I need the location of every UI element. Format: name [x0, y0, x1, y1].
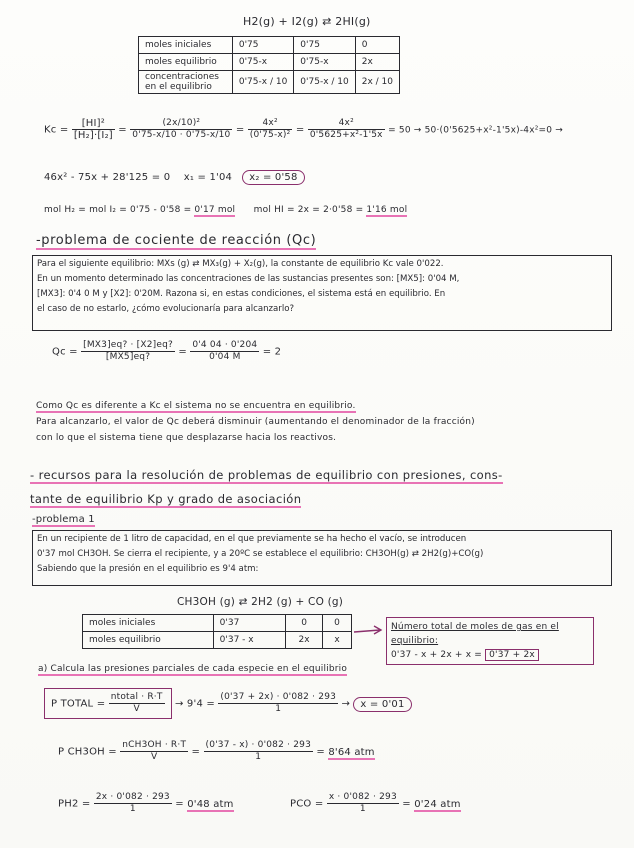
- problem-label: [32, 514, 95, 525]
- table-cell: 0'75-x: [232, 54, 293, 71]
- ptotal-line: P TOTAL = $\frac{\text{ntotal · R·T}}{V}$ → 9'4 = $\frac{(0'37 + 2x) \cdot 0'082 \cdot 293}{1}$ → x = 0'01: [44, 688, 412, 719]
- problem-line: Para el siguiente equilibrio: MXs (g) ⇄ MX₃(g) + X₂(g), la constante de equilibrio Kc vale 0'022.: [37, 259, 444, 269]
- table-row: [83, 632, 352, 649]
- pch3oh-result: 8'64 atm: [328, 746, 375, 758]
- ptotal-num: ntotal · R·T: [110, 692, 163, 702]
- conclusion-line: Como Qc es diferente a Kc el sistema no se encuentra en equilibrio.: [36, 401, 356, 411]
- problem-box-kp: [32, 530, 612, 586]
- table-cell: concentraciones en el equilibrio: [139, 71, 233, 94]
- table-row: [83, 615, 352, 632]
- kc-frac3-num: 4x²: [248, 118, 293, 130]
- problem-line: Sabiendo que la presión en el equilibrio es 9'4 atm:: [37, 564, 259, 574]
- ph2-result: 0'48 atm: [187, 798, 234, 810]
- ph2-num: 2x · 0'082 · 293: [95, 792, 170, 802]
- problem-line: En un momento determinado las concentraciones de las sustancias presentes son: [MX5]: 0'04 M,: [37, 274, 460, 284]
- section-title-kp: [30, 463, 503, 511]
- qc-num2: 0'4 04 · 0'204: [192, 340, 258, 350]
- table-cell: 0'75-x / 10: [232, 71, 293, 94]
- qc-label: Qc =: [52, 346, 78, 358]
- note-result-boxed: 0'37 + 2x: [485, 649, 539, 661]
- pch3oh-line: P CH3OH = $\frac{\text{nCH3OH · R·T}}{V}$ = $\frac{(0'37 - x) \cdot 0'082 \cdot 293}{1}$ = 8'64 atm: [58, 740, 375, 762]
- pch3oh-den2: 1: [255, 752, 262, 762]
- kc-frac2-num: (2x/10)²: [130, 118, 232, 130]
- kc-frac4-num: 4x²: [308, 118, 385, 130]
- table-equilibrium-h2-i2: [138, 36, 400, 94]
- pch3oh-den: V: [151, 752, 158, 762]
- table-cell: 0: [286, 615, 323, 632]
- part-a: [38, 664, 347, 674]
- arrow-icon: [352, 620, 384, 640]
- pco-num: x · 0'082 · 293: [328, 792, 397, 802]
- table-cell: 0'75-x / 10: [294, 71, 355, 94]
- problem-box-qc: [32, 255, 612, 331]
- table-cell: 0: [323, 615, 352, 632]
- qc-den2: 0'04 M: [209, 352, 241, 362]
- pco-den: 1: [359, 804, 366, 814]
- table-row: [139, 54, 400, 71]
- moles-h2-i2-expr: mol H₂ = mol I₂ = 0'75 - 0'58 =: [44, 205, 195, 215]
- ptotal-label: P TOTAL =: [51, 698, 106, 710]
- table-cell: moles equilibrio: [139, 54, 233, 71]
- section-title-qc: [36, 233, 316, 248]
- kc-frac2-den: 0'75-x/10 · 0'75-x/10: [132, 130, 231, 140]
- kc-frac4-den: 0'5625+x²-1'5x: [309, 130, 383, 140]
- table-row: [139, 71, 400, 94]
- table-cell: 0'37: [213, 615, 285, 632]
- note-box-total-moles: [386, 617, 594, 665]
- table-equilibrium-ch3oh: [82, 614, 352, 649]
- section-title-kp-line2: tante de equilibrio Kp y grado de asociación: [30, 492, 302, 506]
- note-line: Número total de moles de gas en el: [391, 622, 559, 632]
- equation-top: H2(g) + I2(g) ⇄ 2HI(g): [243, 15, 371, 28]
- ptotal-num2: (0'37 + 2x) · 0'082 · 293: [220, 692, 337, 702]
- problem-label-text: -problema 1: [32, 514, 95, 525]
- table-cell: 0'75-x: [294, 54, 355, 71]
- table-cell: 2x: [355, 54, 399, 71]
- table-cell: 0'37 - x: [213, 632, 285, 649]
- part-a-text: a) Calcula las presiones parciales de cada especie en el equilibrio: [38, 664, 348, 674]
- table-cell: moles equilibrio: [83, 632, 214, 649]
- table-cell: moles iniciales: [139, 37, 233, 54]
- ptotal-arrow: → 9'4 =: [174, 698, 215, 710]
- kc-tail: = 50 → 50·(0'5625+x²-1'5x)-4x²=0 →: [388, 125, 564, 136]
- root-x1: x₁ = 1'04: [183, 172, 233, 183]
- ptotal-den2: 1: [275, 704, 282, 714]
- pch3oh-num2: (0'37 - x) · 0'082 · 293: [205, 740, 311, 750]
- ptotal-result-circled: x = 0'01: [353, 697, 411, 712]
- kc-line: Kc = $\frac{\text{[HI]²}}{\text{[H₂]·[I₂]}}$ = $\frac{\text{(2x/10)²}}{0'75-x/10 \cdot 0'75-x/10}$ = $\frac{\text{4x²}}{\text{(0'75-x)²}}$ = $\frac{\text{4x²}}{\text{0'5625+x²-1'5x}}$ = 50 → 50·(0'5625+x²-1'5x)-4x²=0 →: [44, 118, 564, 141]
- qc-result: = 2: [262, 346, 282, 358]
- table-row: [139, 37, 400, 54]
- qc-num: [MX3]eq? · [X2]eq?: [83, 340, 173, 350]
- conclusion-line: Para alcanzarlo, el valor de Qc deberá disminuir (aumentando el denominador de la fracción): [36, 417, 475, 427]
- section-title-qc-text: -problema de cociente de reacción (Qc): [36, 233, 317, 248]
- problem-line: 0'37 mol CH3OH. Se cierra el recipiente, y a 20ºC se establece el equilibrio: CH3OH(g) ⇄ 2H2(g)+CO(g): [37, 549, 484, 559]
- table-cell: moles iniciales: [83, 615, 214, 632]
- conclusion-line: con lo que el sistema tiene que desplazarse hacia los reactivos.: [36, 433, 337, 443]
- table-cell: 0'75: [232, 37, 293, 54]
- ph2-den: 1: [129, 804, 136, 814]
- qc-den: [MX5]eq?: [105, 352, 151, 362]
- ph2-label: PH2 =: [58, 798, 91, 810]
- root-x2-circled: x₂ = 0'58: [242, 170, 304, 185]
- ptotal-boxed: [44, 688, 172, 719]
- moles-h2-i2-result: 0'17 mol: [194, 205, 236, 215]
- pco-line: PCO = $\frac{x \cdot 0'082 \cdot 293}{1}$ = 0'24 atm: [290, 792, 461, 814]
- pch3oh-label: P CH3OH =: [58, 746, 117, 758]
- pco-label: PCO =: [290, 798, 324, 810]
- table-cell: x: [323, 632, 352, 649]
- section-title-kp-line1: - recursos para la resolución de problemas de equilibrio con presiones, cons-: [30, 468, 503, 482]
- table-cell: 2x / 10: [355, 71, 399, 94]
- moles-hi-expr: mol HI = 2x = 2·0'58 =: [253, 205, 367, 215]
- pch3oh-num: nCH3OH · R·T: [122, 740, 187, 750]
- qc-conclusion: [36, 398, 475, 446]
- note-line: 0'37 - x + 2x + x =: [391, 650, 486, 660]
- table-cell: 0'75: [294, 37, 355, 54]
- ph2-line: PH2 = $\frac{2x \cdot 0'082 \cdot 293}{1}$ = 0'48 atm: [58, 792, 234, 814]
- qc-line: Qc = $\frac{[MX3]eq? \cdot [X2]eq?}{[MX5]eq?}$ = $\frac{0'4 04 \cdot 0'204}{0'04 M}$ = 2: [52, 340, 282, 362]
- table-cell: 0: [355, 37, 399, 54]
- problem-line: el caso de no estarlo, ¿cómo evolucionaría para alcanzarlo?: [37, 304, 295, 314]
- ptotal-den: V: [133, 704, 140, 714]
- quadratic-equation: 46x² - 75x + 28'125 = 0: [44, 172, 171, 183]
- quadratic-line: [44, 172, 305, 183]
- pco-result: 0'24 atm: [414, 798, 461, 810]
- table-cell: 2x: [286, 632, 323, 649]
- kc-frac1-den: [H₂]·[I₂]: [73, 130, 113, 141]
- kc-frac1-num: [HI]²: [72, 118, 115, 130]
- moles-line: [44, 205, 407, 215]
- problem-line: En un recipiente de 1 litro de capacidad, en el que previamente se ha hecho el vacío, se introducen: [37, 534, 467, 544]
- equation-ch3oh: CH3OH (g) ⇄ 2H2 (g) + CO (g): [177, 596, 344, 608]
- kc-label: Kc =: [44, 124, 69, 136]
- problem-line: [MX3]: 0'4 0 M y [X2]: 0'20M. Razona si, en estas condiciones, el sistema está en equilibrio. En: [37, 289, 446, 299]
- moles-hi-result: 1'16 mol: [366, 205, 408, 215]
- kc-frac3-den: (0'75-x)²: [249, 130, 291, 140]
- note-line: equilibrio:: [391, 636, 439, 646]
